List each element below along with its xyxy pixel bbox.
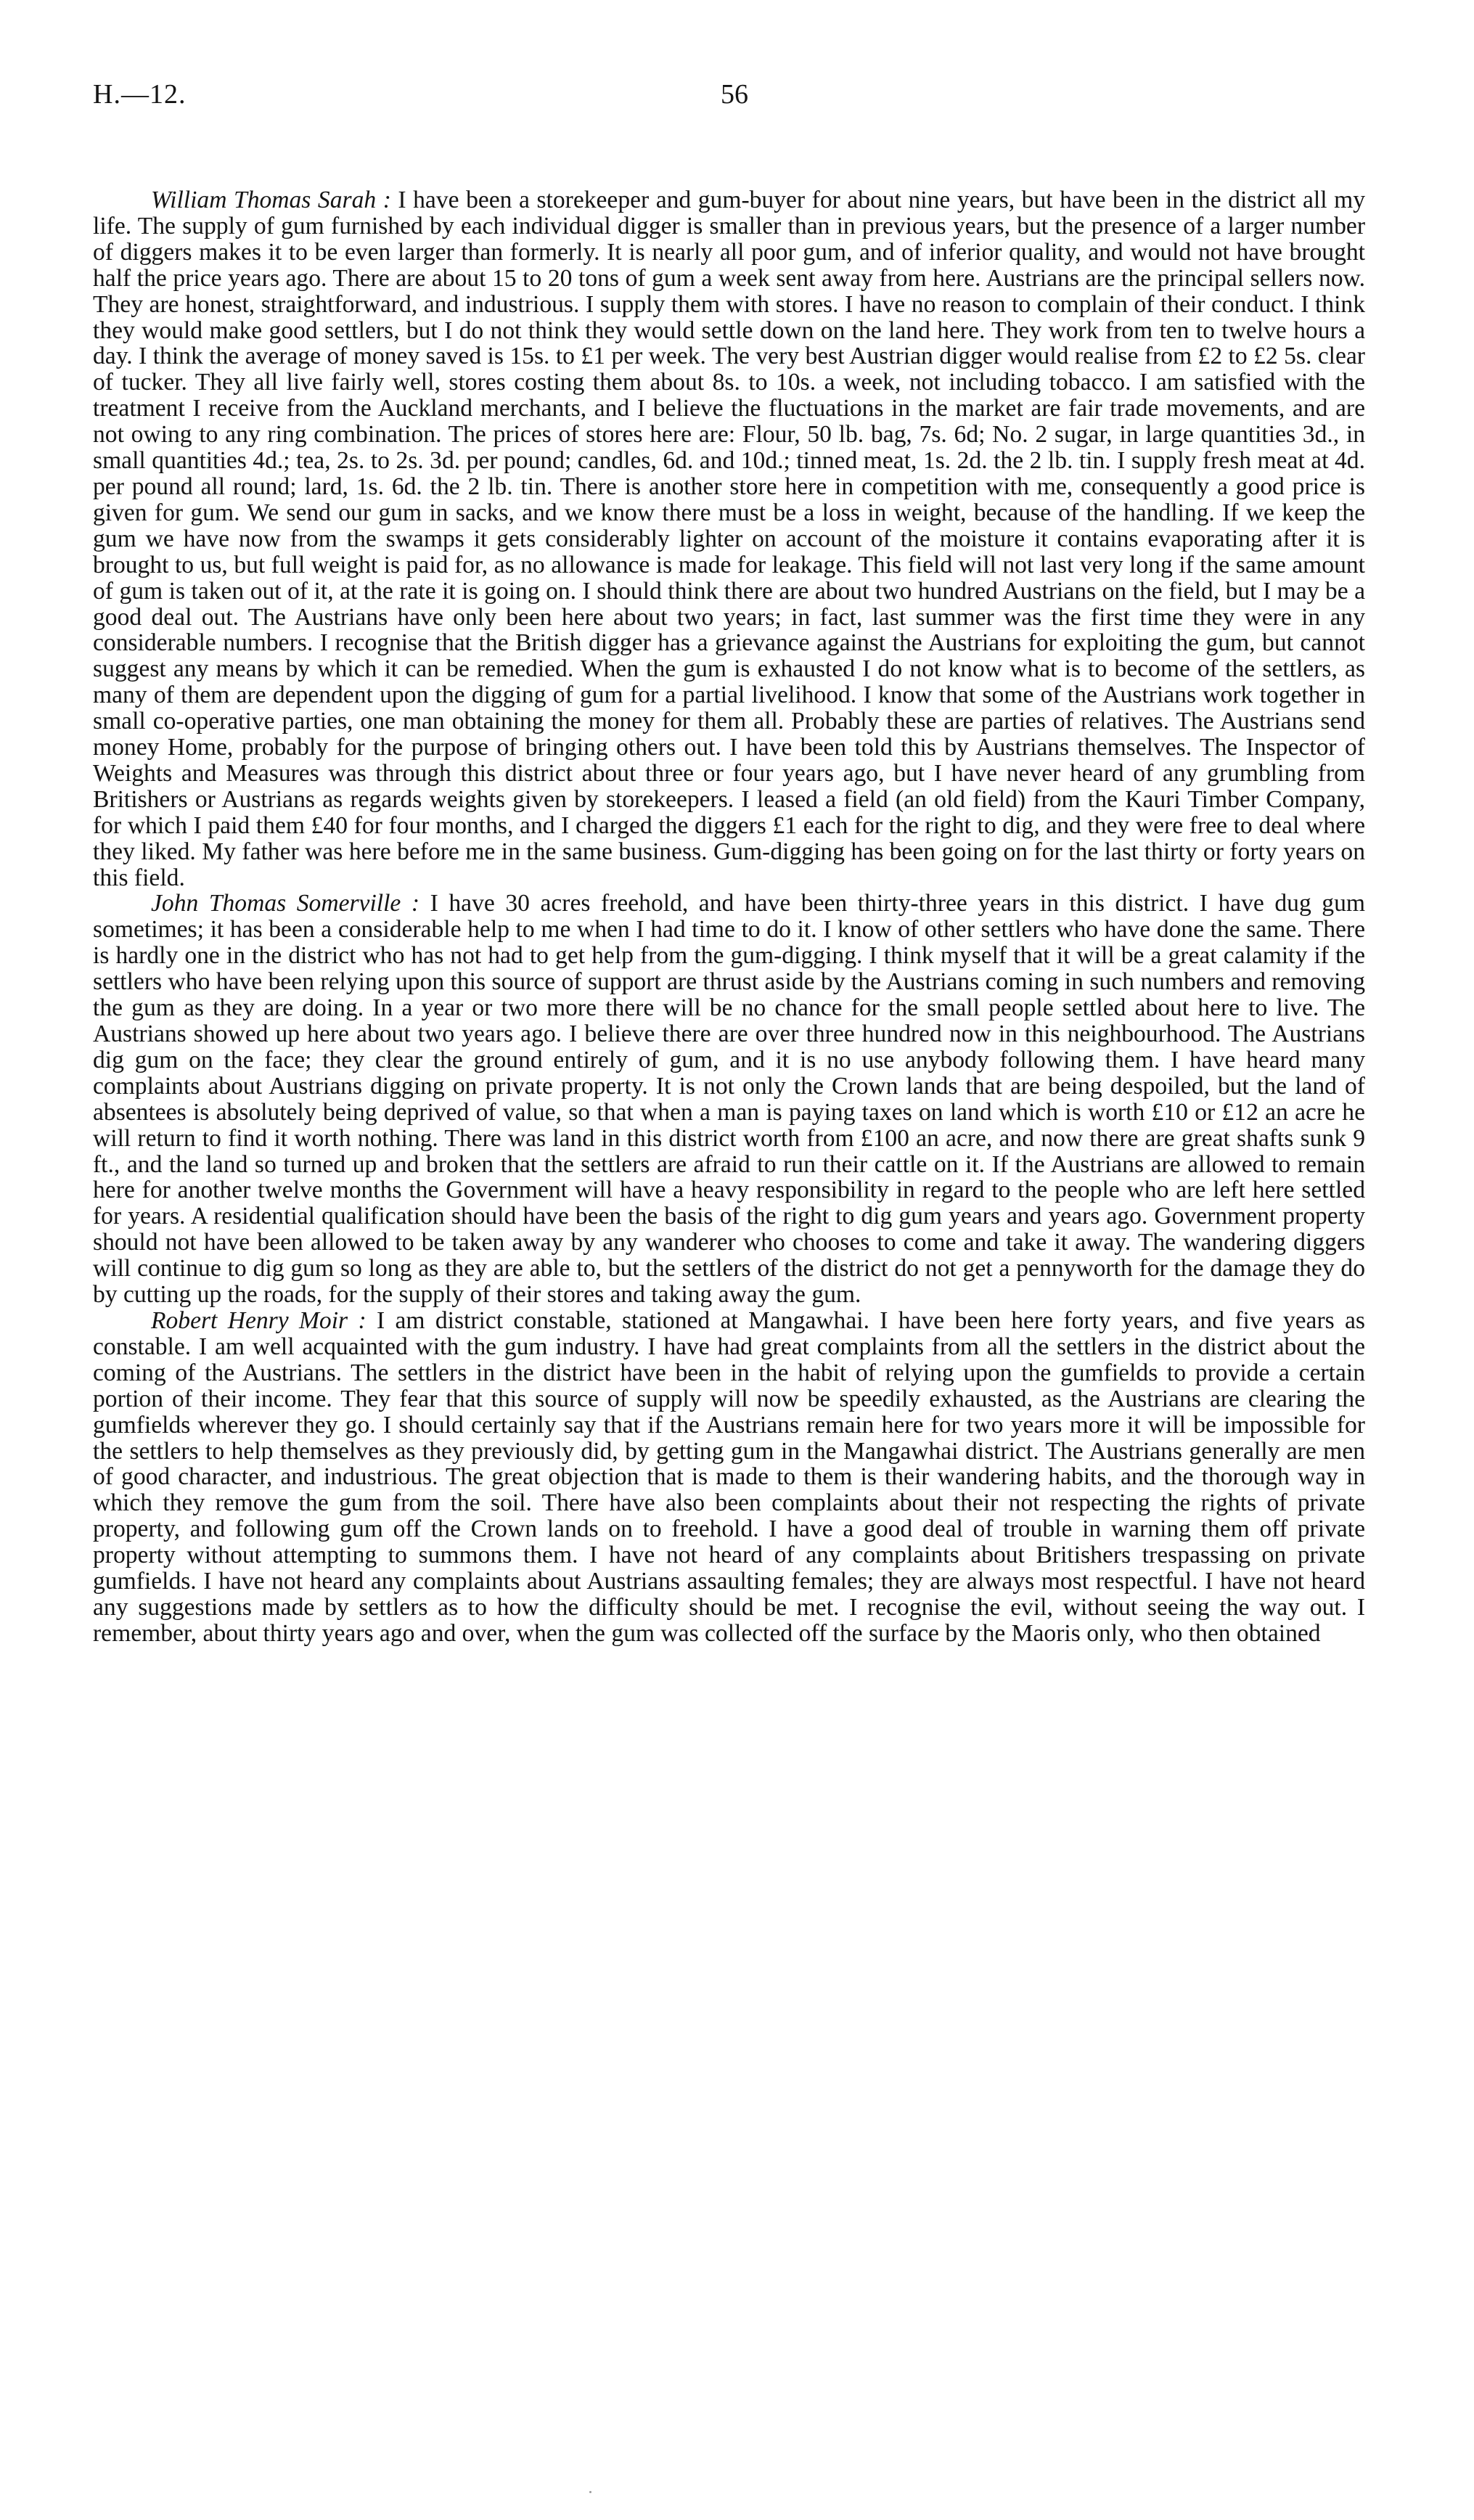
witness-name: Robert Henry Moir : [151, 1306, 367, 1334]
testimony-text: I am district constable, stationed at Mangawhai. I have been here forty years, and five years as constable. I am well acquainted with the gum industry. I have had great complaints from all the settlers in the district about the coming of the Austrians. The settlers in the district have been in the habit of relying upon the gumfields to provide a certain portion of their income. They fear that this source of supply will now be speedily exhausted, as the Austrians are clearing the gumfields wherever they go. I should certainly say that if the Austrians remain here for two years more it will be impossible for the settlers to help themselves as they previously did, by getting gum in the Mangawhai district. The Austrians generally are men of good character, and industrious. The great objection that is made to them is their wandering habits, and the thorough way in which they remove the gum from the soil. There have also been complaints about their not respecting the rights of private property, and following gum off the Crown lands on to freehold. I have a good deal of trouble in warning them off private property without attempting to summons them. I have not heard of any complaints about Britishers trespassing on private gumfields. I have not heard any complaints about Austrians assaulting females; they are always most respectful. I have not heard any suggestions made by settlers as to how the difficulty should be met. I recognise the evil, without seeing the way out. I remember, about thirty years ago and over, when the gum was collected off the surface by the Maoris only, who then obtained [93, 1306, 1366, 1647]
testimony-paragraph [93, 1308, 1365, 1647]
evidence-text [93, 187, 1365, 1647]
testimony-text: I have 30 acres freehold, and have been thirty-three years in this district. I have dug gum sometimes; it has been a considerable help to me when I had time to do it. I know of other settlers who have done the same. There is hardly one in the district who has not had to get help from the gum-digging. I think myself that it will be a great calamity if the settlers who have been relying upon this source of support are thrust aside by the Austrians coming in such numbers and removing the gum as they are doing. In a year or two more there will be no chance for the small people settled about here to live. The Austrians showed up here about two years ago. I believe there are over three hundred now in this neighbourhood. The Austrians dig gum on the face; they clear the ground entirely of gum, and it is no use anybody following them. I have heard many complaints about Austrians digging on private property. It is not only the Crown lands that are being despoiled, but the land of absentees is absolutely being deprived of value, so that when a man is paying taxes on land which is worth £10 or £12 an acre he will return to find it worth nothing. There was land in this district worth from £100 an acre, and now there are great shafts sunk 9 ft., and the land so turned up and broken that the settlers are afraid to run their cattle on it. If the Austrians are allowed to remain here for another twelve months the Government will have a heavy responsibility in regard to the people who are left here settled for years. A residential qualification should have been the basis of the right to dig gum years and years ago. Government property should not have been allowed to be taken away by any wanderer who chooses to come and take it away. The wandering diggers will continue to dig gum so long as they are able to, but the settlers of the district do not get a pennyworth for the damage they do by cutting up the roads, for the supply of their stores and taking away the gum. [93, 890, 1366, 1309]
testimony-text: I have been a storekeeper and gum-buyer for about nine years, but have been in the district all my life. The supply of gum furnished by each individual digger is smaller than in previous years, but the presence of a larger number of diggers makes it to be even larger than formerly. It is nearly all poor gum, and of inferior quality, and would not have brought half the price years ago. There are about 15 to 20 tons of gum a week sent away from here. Austrians are the principal sellers now. They are honest, straightforward, and industrious. I supply them with stores. I have no reason to complain of their conduct. I think they would make good settlers, but I do not think they would settle down on the land here. They work from ten to twelve hours a day. I think the average of money saved is 15s. to £1 per week. The very best Austrian digger would realise from £2 to £2 5s. clear of tucker. They all live fairly well, stores costing them about 8s. to 10s. a week, not including tobacco. I am satisfied with the treatment I receive from the Auckland merchants, and I believe the fluctuations in the market are fair trade movements, and are not owing to any ring combination. The prices of stores here are: Flour, 50 lb. bag, 7s. 6d; No. 2 sugar, in large quantities 3d., in small quantities 4d.; tea, 2s. to 2s. 3d. per pound; candles, 6d. and 10d.; tinned meat, 1s. 2d. the 2 lb. tin. I supply fresh meat at 4d. per pound all round; lard, 1s. 6d. the 2 lb. tin. There is another store here in competition with me, consequently a good price is given for gum. We send our gum in sacks, and we know there must be a loss in weight, because of the handling. If we keep the gum we have now from the swamps it gets considerably lighter on account of the moisture it contains evaporating after it is brought to us, but full weight is paid for, as no allowance is made for leakage. This field will not last very long if the same amount of gum is taken out of it, at the rate it is going on. I should think there are about two hundred Austrians on the field, but I may be a good deal out. The Austrians have only been here about two years; in fact, last summer was the first time they were in any considerable numbers. I recognise that the British digger has a grievance against the Austrians for exploiting the gum, but cannot suggest any means by which it can be remedied. When the gum is exhausted I do not know what is to become of the settlers, as many of them are dependent upon the digging of gum for a partial livelihood. I know that some of the Austrians work together in small co-operative parties, one man obtaining the money for them all. Probably these are parties of relatives. The Austrians send money Home, probably for the purpose of bringing others out. I have been told this by Austrians themselves. The Inspector of Weights and Measures was through this district about three or four years ago, but I have never heard of any grumbling from Britishers or Austrians as regards weights given by storekeepers. I leased a field (an old field) from the Kauri Timber Company, for which I paid them £40 for four months, and I charged the diggers £1 each for the right to dig, and they were free to deal where they liked. My father was here before me in the same business. Gum-digging has been going on for the last thirty or forty years on this field. [93, 187, 1365, 891]
document-reference: H.—12. [93, 79, 187, 110]
witness-name: John Thomas Somerville : [151, 890, 420, 917]
scan-speck [589, 2491, 591, 2493]
testimony-paragraph [93, 891, 1365, 1308]
witness-name: William Thomas Sarah : [151, 187, 391, 213]
testimony-paragraph [93, 187, 1365, 891]
running-header [93, 78, 1399, 122]
page-number: 56 [721, 79, 748, 110]
